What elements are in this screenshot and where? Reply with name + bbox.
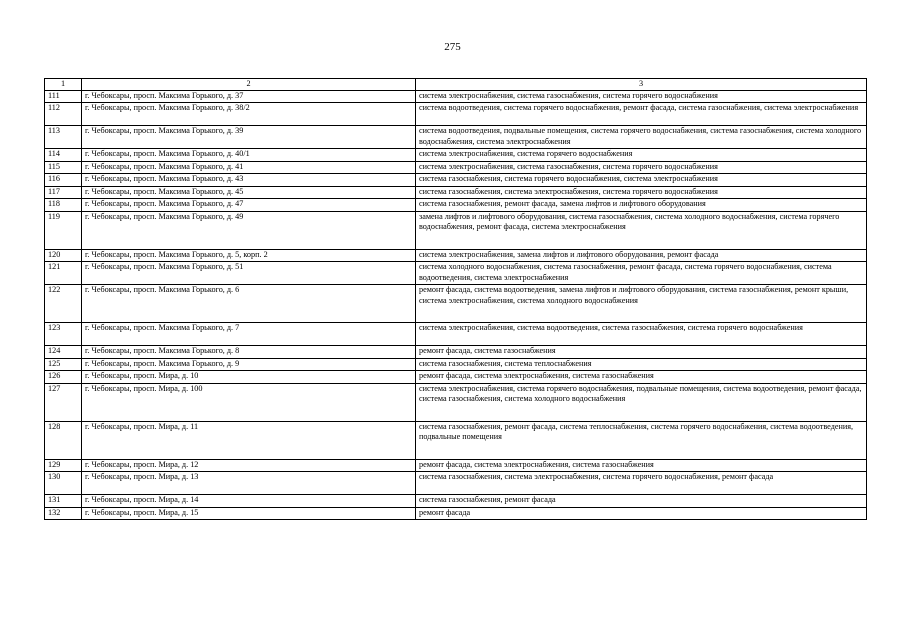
row-number-cell: 120	[45, 249, 82, 262]
table-header-row	[45, 79, 867, 91]
column-header-address: 2	[82, 79, 416, 91]
systems-cell: система электроснабжения, система газоснабжения, система горячего водоснабжения	[416, 161, 867, 174]
table-row	[45, 323, 867, 346]
address-cell: г. Чебоксары, просп. Максима Горького, д. 43	[82, 174, 416, 187]
row-number-cell: 127	[45, 383, 82, 421]
address-cell: г. Чебоксары, просп. Мира, д. 12	[82, 459, 416, 472]
row-number-cell: 123	[45, 323, 82, 346]
address-cell: г. Чебоксары, просп. Максима Горького, д. 9	[82, 358, 416, 371]
row-number-cell: 117	[45, 186, 82, 199]
systems-cell: система газоснабжения, ремонт фасада	[416, 495, 867, 508]
address-cell: г. Чебоксары, просп. Максима Горького, д. 38/2	[82, 103, 416, 126]
systems-cell: ремонт фасада, система водоотведения, замена лифтов и лифтового оборудования, система газоснабжения, ремонт крыши, система электроснабжения, система холодного водоснабжения	[416, 285, 867, 323]
row-number-cell: 131	[45, 495, 82, 508]
systems-cell: система газоснабжения, система горячего водоснабжения, система электроснабжения	[416, 174, 867, 187]
row-number-cell: 114	[45, 149, 82, 162]
address-cell: г. Чебоксары, просп. Мира, д. 100	[82, 383, 416, 421]
row-number-cell: 129	[45, 459, 82, 472]
address-cell: г. Чебоксары, просп. Максима Горького, д. 49	[82, 211, 416, 249]
table-row	[45, 507, 867, 520]
systems-cell: система водоотведения, подвальные помещения, система горячего водоснабжения, система газоснабжения, система холодного водоснабжения, система электроснабжения	[416, 126, 867, 149]
table-row	[45, 371, 867, 384]
systems-cell: система электроснабжения, замена лифтов и лифтового оборудования, ремонт фасада	[416, 249, 867, 262]
table-row	[45, 199, 867, 212]
table-row	[45, 346, 867, 359]
row-number-cell: 119	[45, 211, 82, 249]
table-row	[45, 472, 867, 495]
table-row	[45, 126, 867, 149]
table-row	[45, 103, 867, 126]
address-cell: г. Чебоксары, просп. Максима Горького, д. 51	[82, 262, 416, 285]
row-number-cell: 113	[45, 126, 82, 149]
row-number-cell: 128	[45, 421, 82, 459]
row-number-cell: 112	[45, 103, 82, 126]
address-cell: г. Чебоксары, просп. Максима Горького, д. 8	[82, 346, 416, 359]
address-cell: г. Чебоксары, просп. Максима Горького, д. 45	[82, 186, 416, 199]
table-row	[45, 149, 867, 162]
row-number-cell: 132	[45, 507, 82, 520]
systems-cell: ремонт фасада	[416, 507, 867, 520]
table-row	[45, 285, 867, 323]
address-cell: г. Чебоксары, просп. Мира, д. 14	[82, 495, 416, 508]
systems-cell: система газоснабжения, система электроснабжения, система горячего водоснабжения	[416, 186, 867, 199]
row-number-cell: 115	[45, 161, 82, 174]
row-number-cell: 125	[45, 358, 82, 371]
systems-cell: ремонт фасада, система газоснабжения	[416, 346, 867, 359]
table-row	[45, 383, 867, 421]
systems-cell: система водоотведения, система горячего водоснабжения, ремонт фасада, система газоснабжения, система электроснабжения	[416, 103, 867, 126]
row-number-cell: 126	[45, 371, 82, 384]
systems-cell: система электроснабжения, система горячего водоснабжения, подвальные помещения, система водоотведения, ремонт фасада, система газоснабжения, система холодного водоснабжения	[416, 383, 867, 421]
row-number-cell: 122	[45, 285, 82, 323]
address-cell: г. Чебоксары, просп. Максима Горького, д. 39	[82, 126, 416, 149]
address-cell: г. Чебоксары, просп. Мира, д. 13	[82, 472, 416, 495]
systems-cell: система газоснабжения, система электроснабжения, система горячего водоснабжения, ремонт фасада	[416, 472, 867, 495]
systems-cell: система газоснабжения, система теплоснабжения	[416, 358, 867, 371]
table-row	[45, 495, 867, 508]
column-header-number: 1	[45, 79, 82, 91]
systems-cell: ремонт фасада, система электроснабжения, система газоснабжения	[416, 459, 867, 472]
column-header-systems: 3	[416, 79, 867, 91]
row-number-cell: 130	[45, 472, 82, 495]
table-row	[45, 421, 867, 459]
address-cell: г. Чебоксары, просп. Максима Горького, д. 47	[82, 199, 416, 212]
table-row	[45, 186, 867, 199]
systems-cell: ремонт фасада, система электроснабжения, система газоснабжения	[416, 371, 867, 384]
houses-table	[44, 78, 867, 520]
address-cell: г. Чебоксары, просп. Максима Горького, д. 40/1	[82, 149, 416, 162]
systems-cell: система холодного водоснабжения, система газоснабжения, ремонт фасада, система горячего водоснабжения, система водоотведения, система электроснабжения	[416, 262, 867, 285]
row-number-cell: 118	[45, 199, 82, 212]
row-number-cell: 121	[45, 262, 82, 285]
row-number-cell: 116	[45, 174, 82, 187]
systems-cell: замена лифтов и лифтового оборудования, система газоснабжения, система холодного водоснабжения, система горячего водоснабжения, ремонт фасада, система электроснабжения	[416, 211, 867, 249]
table-row	[45, 459, 867, 472]
address-cell: г. Чебоксары, просп. Максима Горького, д. 41	[82, 161, 416, 174]
address-cell: г. Чебоксары, просп. Мира, д. 11	[82, 421, 416, 459]
table-row	[45, 262, 867, 285]
address-cell: г. Чебоксары, просп. Максима Горького, д. 5, корп. 2	[82, 249, 416, 262]
address-cell: г. Чебоксары, просп. Максима Горького, д. 7	[82, 323, 416, 346]
systems-cell: система газоснабжения, ремонт фасада, замена лифтов и лифтового оборудования	[416, 199, 867, 212]
page-number: 275	[444, 41, 461, 53]
address-cell: г. Чебоксары, просп. Мира, д. 10	[82, 371, 416, 384]
address-cell: г. Чебоксары, просп. Максима Горького, д. 37	[82, 90, 416, 103]
systems-cell: система электроснабжения, система горячего водоснабжения	[416, 149, 867, 162]
address-cell: г. Чебоксары, просп. Максима Горького, д. 6	[82, 285, 416, 323]
table-row	[45, 174, 867, 187]
table-row	[45, 161, 867, 174]
address-cell: г. Чебоксары, просп. Мира, д. 15	[82, 507, 416, 520]
systems-cell: система газоснабжения, ремонт фасада, система теплоснабжения, система горячего водоснабжения, система водоотведения, подвальные помещения	[416, 421, 867, 459]
table-row	[45, 90, 867, 103]
row-number-cell: 111	[45, 90, 82, 103]
table-row	[45, 249, 867, 262]
systems-cell: система электроснабжения, система водоотведения, система газоснабжения, система горячего водоснабжения	[416, 323, 867, 346]
table-row	[45, 211, 867, 249]
row-number-cell: 124	[45, 346, 82, 359]
systems-cell: система электроснабжения, система газоснабжения, система горячего водоснабжения	[416, 90, 867, 103]
table-row	[45, 358, 867, 371]
table-body	[45, 90, 867, 520]
